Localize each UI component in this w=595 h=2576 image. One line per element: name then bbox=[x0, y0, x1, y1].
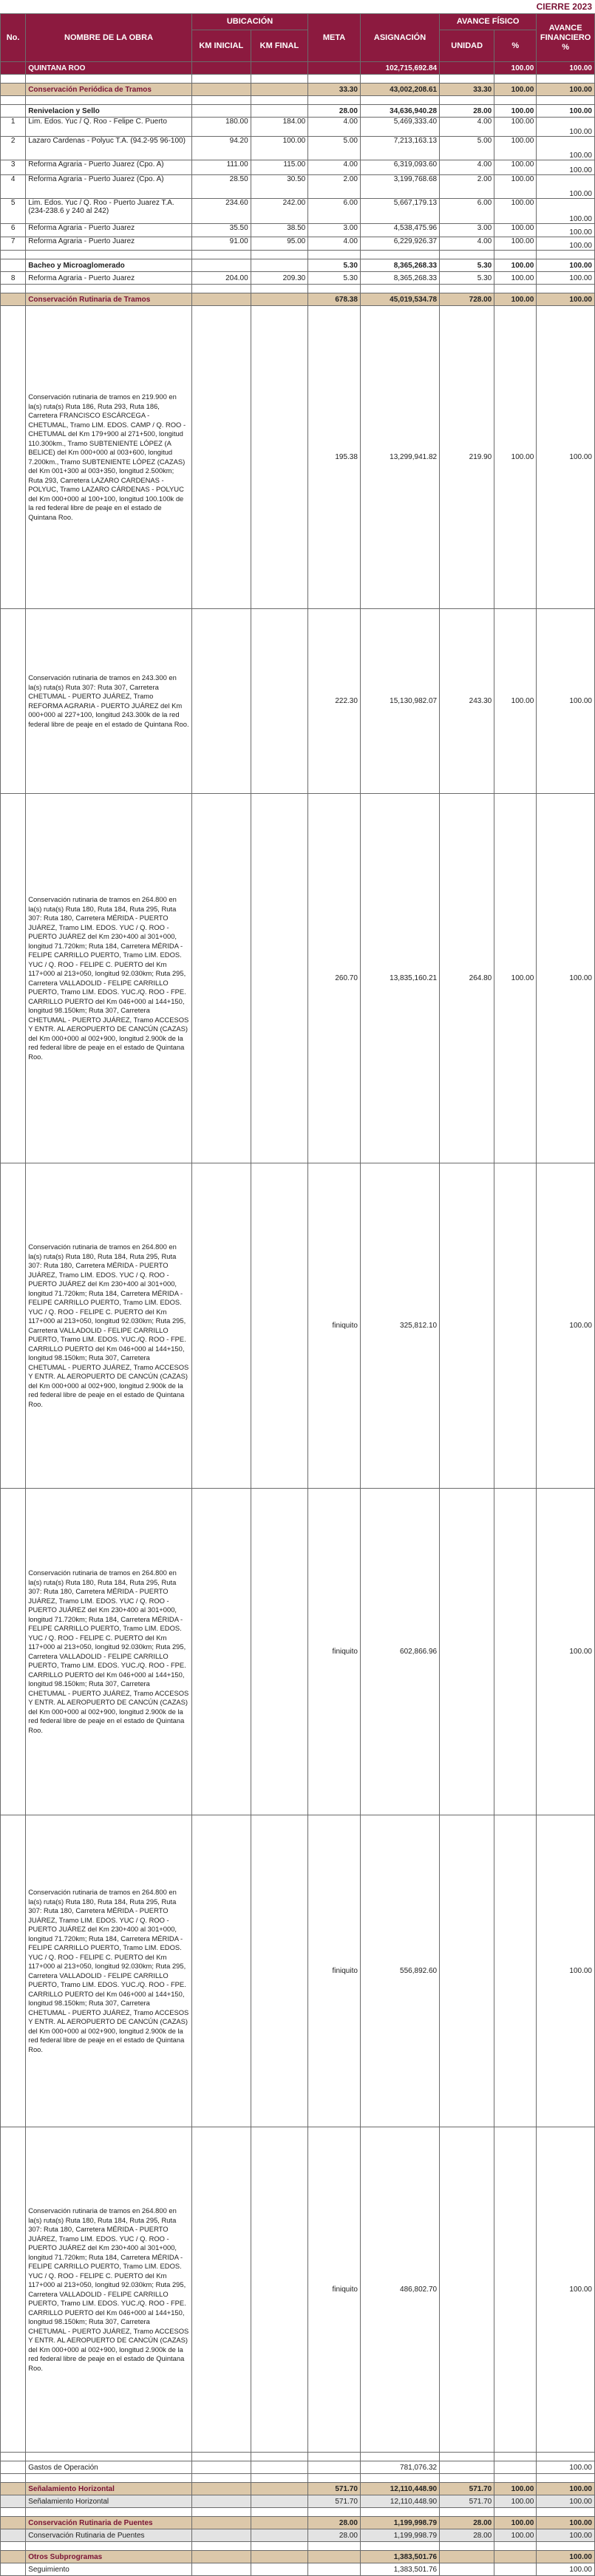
row-unidad: 4.00 bbox=[440, 160, 494, 175]
table-row bbox=[1, 137, 595, 160]
section-otros bbox=[1, 2551, 595, 2563]
row-unidad: 6.00 bbox=[440, 199, 494, 224]
row-fin: 100.00 bbox=[537, 609, 595, 794]
row-pct bbox=[494, 1815, 537, 2127]
obras-table bbox=[0, 13, 595, 2576]
row-fin: 100.00 bbox=[537, 199, 595, 224]
row-km-final: 100.00 bbox=[251, 137, 308, 160]
col-km-inicial: KM INICIAL bbox=[191, 30, 251, 62]
row-fin: 100.00 bbox=[537, 237, 595, 251]
row-description: Conservación rutinaria de tramos en 264.800 en la(s) ruta(s) Ruta 180, Ruta 184, Ruta 295, Ruta 307: Ruta 180, Carretera MÉRIDA - PUERTO JUÁREZ, Tramo LIM. EDOS. YUC / Q. ROO - PUERTO JUÁREZ del Km 230+400 al 301+000, longitud 71.720km; Ruta 184, Carretera MÉRIDA - FELIPE CARRILLO PUERTO, Tramo LIM. EDOS. YUC / Q. ROO - FELIPE C. PUERTO del Km 117+000 al 213+050, longitud 92.030km; Ruta 295, Carretera VALLADOLID - FELIPE CARRILLO PUERTO, Tramo LIM. EDOS. YUC./Q. ROO - FPE. CARRILLO PUERTO del Km 046+000 al 144+150, longitud 98.150km; Ruta 307, Carretera CHETUMAL - PUERTO JUÁREZ, Tramo ACCESOS Y ENTR. AL AEROPUERTO DE CANCÚN (CAZAS) del Km 000+000 al 002+900, longitud 2.900k de la red federal libre de peaje en el estado de Quintana Roo. bbox=[26, 1815, 192, 2127]
col-avance-financiero: AVANCE FINANCIERO % bbox=[537, 14, 595, 62]
row-name: Reforma Agraria - Puerto Juarez (Cpo. A) bbox=[26, 175, 192, 199]
row-unidad: 4.00 bbox=[440, 237, 494, 251]
row-meta: 6.00 bbox=[308, 199, 361, 224]
row-unidad: 3.00 bbox=[440, 224, 494, 237]
subsection-renivelacion bbox=[1, 105, 595, 118]
section-pct: 100.00 bbox=[494, 293, 537, 306]
row-name: Seguimiento bbox=[26, 2563, 192, 2576]
row-km-inicial: 35.50 bbox=[191, 224, 251, 237]
row-meta: 5.30 bbox=[308, 272, 361, 285]
row-fin: 100.00 bbox=[537, 2529, 595, 2542]
section-asignacion: 1,199,998.79 bbox=[360, 2517, 439, 2529]
row-no: 6 bbox=[1, 224, 26, 237]
row-no: 8 bbox=[1, 272, 26, 285]
col-km-final: KM FINAL bbox=[251, 30, 308, 62]
row-name: Lazaro Cardenas - Polyuc T.A. (94.2-95 96-100) bbox=[26, 137, 192, 160]
subsection-pct: 100.00 bbox=[494, 259, 537, 272]
row-name: Lim. Edos. Yuc / Q. Roo - Puerto Juarez T.A. (234-238.6 y 240 al 242) bbox=[26, 199, 192, 224]
section-pct: 100.00 bbox=[494, 2517, 537, 2529]
row-asignacion: 13,299,941.82 bbox=[360, 306, 439, 609]
row-no: 2 bbox=[1, 137, 26, 160]
row-asignacion: 5,469,333.40 bbox=[360, 118, 439, 137]
row-pct bbox=[494, 1163, 537, 1489]
row-km-final: 242.00 bbox=[251, 199, 308, 224]
row-pct: 100.00 bbox=[494, 2495, 537, 2508]
report-year-label: CIERRE 2023 bbox=[536, 1, 592, 12]
row-km-inicial bbox=[191, 1489, 251, 1815]
row-km-final bbox=[251, 609, 308, 794]
section-fin: 100.00 bbox=[537, 2551, 595, 2563]
row-km-inicial bbox=[191, 1163, 251, 1489]
section-name: Conservación Periódica de Tramos bbox=[26, 84, 192, 96]
row-description: Conservación rutinaria de tramos en 264.800 en la(s) ruta(s) Ruta 180, Ruta 184, Ruta 295, Ruta 307: Ruta 180, Carretera MÉRIDA - PUERTO JUÁREZ, Tramo LIM. EDOS. YUC / Q. ROO - PUERTO JUÁREZ del Km 230+400 al 301+000, longitud 71.720km; Ruta 184, Carretera MÉRIDA - FELIPE CARRILLO PUERTO, Tramo LIM. EDOS. YUC / Q. ROO - FELIPE C. PUERTO del Km 117+000 al 213+050, longitud 92.030km; Ruta 295, Carretera VALLADOLID - FELIPE CARRILLO PUERTO, Tramo LIM. EDOS. YUC./Q. ROO - FPE. CARRILLO PUERTO del Km 046+000 al 144+150, longitud 98.150km; Ruta 307, Carretera CHETUMAL - PUERTO JUÁREZ, Tramo ACCESOS Y ENTR. AL AEROPUERTO DE CANCÚN (CAZAS) del Km 000+000 al 002+900, longitud 2.900k de la red federal libre de peaje en el estado de Quintana Roo. bbox=[26, 794, 192, 1163]
row-description: Conservación rutinaria de tramos en 219.900 en la(s) ruta(s) Ruta 186, Ruta 293, Ruta 186, Carretera FRANCISCO ESCÁRCEGA - CHETUMAL, Tramo LIM. EDOS. CAMP / Q. ROO - CHETUMAL del Km 179+900 al 271+500, longitud 110.300km., Tramo SUBTENIENTE LÓPEZ (A BELICE) del Km 000+000 al 003+600, longitud 7.200km., Tramo SUBTENIENTE LÓPEZ (CAZAS) del Km 001+300 al 003+350, longitud 2.500km; Ruta 293, Carretera LAZARO CARDENAS - POLYUC, Tramo LAZARO CÁRDENAS - POLYUC del Km 000+000 al 100+100, longitud 100.100k de la red federal libre de peaje en el estado de Quintana Roo. bbox=[26, 306, 192, 609]
section-asignacion: 1,383,501.76 bbox=[360, 2551, 439, 2563]
row-meta: 5.00 bbox=[308, 137, 361, 160]
subsection-bacheo bbox=[1, 259, 595, 272]
row-asignacion: 1,383,501.76 bbox=[360, 2563, 439, 2576]
section-conservacion-rutinaria bbox=[1, 293, 595, 306]
col-obra: NOMBRE DE LA OBRA bbox=[26, 14, 192, 62]
row-pct: 100.00 bbox=[494, 137, 537, 160]
row-meta: finiquito bbox=[308, 1815, 361, 2127]
section-asignacion: 45,019,534.78 bbox=[360, 293, 439, 306]
row-asignacion: 6,319,093.60 bbox=[360, 160, 439, 175]
row-meta: finiquito bbox=[308, 1489, 361, 1815]
table-row bbox=[1, 237, 595, 251]
section-unidad: 33.30 bbox=[440, 84, 494, 96]
col-avance-fisico: AVANCE FÍSICO bbox=[440, 14, 537, 30]
row-name: Conservación Rutinaria de Puentes bbox=[26, 2529, 192, 2542]
row-meta: finiquito bbox=[308, 2127, 361, 2453]
row-unidad: 219.90 bbox=[440, 306, 494, 609]
row-fin: 100.00 bbox=[537, 794, 595, 1163]
row-no: 7 bbox=[1, 237, 26, 251]
row-pct: 100.00 bbox=[494, 118, 537, 137]
row-fin: 100.00 bbox=[537, 1163, 595, 1489]
section-pct: 100.00 bbox=[494, 84, 537, 96]
row-pct: 100.00 bbox=[494, 224, 537, 237]
row-fin: 100.00 bbox=[537, 2127, 595, 2453]
row-km-inicial bbox=[191, 306, 251, 609]
table-row bbox=[1, 175, 595, 199]
row-asignacion: 556,892.60 bbox=[360, 1815, 439, 2127]
section-pct: 100.00 bbox=[494, 2483, 537, 2495]
subsection-name: Renivelacion y Sello bbox=[26, 105, 192, 118]
row-asignacion: 5,667,179.13 bbox=[360, 199, 439, 224]
row-pct: 100.00 bbox=[494, 272, 537, 285]
row-unidad: 5.30 bbox=[440, 272, 494, 285]
row-meta: 28.00 bbox=[308, 2529, 361, 2542]
row-km-inicial: 91.00 bbox=[191, 237, 251, 251]
row-unidad bbox=[440, 1489, 494, 1815]
row-no: 5 bbox=[1, 199, 26, 224]
row-description: Conservación rutinaria de tramos en 264.800 en la(s) ruta(s) Ruta 180, Ruta 184, Ruta 295, Ruta 307: Ruta 180, Carretera MÉRIDA - PUERTO JUÁREZ, Tramo LIM. EDOS. YUC / Q. ROO - PUERTO JUÁREZ del Km 230+400 al 301+000, longitud 71.720km; Ruta 184, Carretera MÉRIDA - FELIPE CARRILLO PUERTO, Tramo LIM. EDOS. YUC / Q. ROO - FELIPE C. PUERTO del Km 117+000 al 213+050, longitud 92.030km; Ruta 295, Carretera VALLADOLID - FELIPE CARRILLO PUERTO, Tramo LIM. EDOS. YUC./Q. ROO - FPE. CARRILLO PUERTO del Km 046+000 al 144+150, longitud 98.150km; Ruta 307, Carretera CHETUMAL - PUERTO JUÁREZ, Tramo ACCESOS Y ENTR. AL AEROPUERTO DE CANCÚN (CAZAS) del Km 000+000 al 002+900, longitud 2.900k de la red federal libre de peaje en el estado de Quintana Roo. bbox=[26, 1489, 192, 1815]
table-row bbox=[1, 2563, 595, 2576]
section-name: Otros Subprogramas bbox=[26, 2551, 192, 2563]
table-row bbox=[1, 1489, 595, 1815]
section-name: Conservación Rutinaria de Puentes bbox=[26, 2517, 192, 2529]
state-row bbox=[1, 62, 595, 75]
row-asignacion: 8,365,268.33 bbox=[360, 272, 439, 285]
section-fin: 100.00 bbox=[537, 84, 595, 96]
row-name: Reforma Agraria - Puerto Juarez bbox=[26, 237, 192, 251]
row-fin: 100.00 bbox=[537, 1815, 595, 2127]
row-fin: 100.00 bbox=[537, 118, 595, 137]
row-km-inicial: 94.20 bbox=[191, 137, 251, 160]
row-km-final: 115.00 bbox=[251, 160, 308, 175]
row-km-final: 30.50 bbox=[251, 175, 308, 199]
row-meta: 3.00 bbox=[308, 224, 361, 237]
state-name: QUINTANA ROO bbox=[26, 62, 192, 75]
section-fin: 100.00 bbox=[537, 2517, 595, 2529]
col-pct: % bbox=[494, 30, 537, 62]
row-km-inicial: 111.00 bbox=[191, 160, 251, 175]
table-row bbox=[1, 609, 595, 794]
subsection-name: Bacheo y Microaglomerado bbox=[26, 259, 192, 272]
row-fin: 100.00 bbox=[537, 175, 595, 199]
row-asignacion: 15,130,982.07 bbox=[360, 609, 439, 794]
row-km-inicial: 180.00 bbox=[191, 118, 251, 137]
col-unidad: UNIDAD bbox=[440, 30, 494, 62]
row-km-final: 38.50 bbox=[251, 224, 308, 237]
row-description: Conservación rutinaria de tramos en 243.300 en la(s) ruta(s) Ruta 307: Ruta 307, Carretera CHETUMAL - PUERTO JUÁREZ, Tramo REFORMA AGRARIA - PUERTO JUÁREZ del Km 000+000 al 227+100, longitud 243.300k de la red federal libre de peaje en el estado de Quintana Roo. bbox=[26, 609, 192, 794]
row-pct: 100.00 bbox=[494, 237, 537, 251]
row-km-inicial bbox=[191, 1815, 251, 2127]
row-km-inicial bbox=[191, 794, 251, 1163]
row-unidad: 243.30 bbox=[440, 609, 494, 794]
row-asignacion: 1,199,998.79 bbox=[360, 2529, 439, 2542]
gastos-name: Gastos de Operación bbox=[26, 2461, 192, 2474]
section-asignacion: 43,002,208.61 bbox=[360, 84, 439, 96]
row-pct: 100.00 bbox=[494, 2529, 537, 2542]
subsection-fin: 100.00 bbox=[537, 259, 595, 272]
row-meta: finiquito bbox=[308, 1163, 361, 1489]
row-km-final bbox=[251, 1815, 308, 2127]
section-name: Conservación Rutinaria de Tramos bbox=[26, 293, 192, 306]
row-name: Lim. Edos. Yuc / Q. Roo - Felipe C. Puerto bbox=[26, 118, 192, 137]
section-meta: 571.70 bbox=[308, 2483, 361, 2495]
section-meta: 678.38 bbox=[308, 293, 361, 306]
row-no bbox=[1, 1489, 26, 1815]
row-km-final: 95.00 bbox=[251, 237, 308, 251]
row-fin: 100.00 bbox=[537, 306, 595, 609]
col-meta: META bbox=[308, 14, 361, 62]
row-meta: 4.00 bbox=[308, 118, 361, 137]
section-fin: 100.00 bbox=[537, 293, 595, 306]
row-km-final: 209.30 bbox=[251, 272, 308, 285]
row-fin: 100.00 bbox=[537, 160, 595, 175]
table-row bbox=[1, 1815, 595, 2127]
row-pct: 100.00 bbox=[494, 199, 537, 224]
section-fin: 100.00 bbox=[537, 2483, 595, 2495]
row-pct bbox=[494, 2127, 537, 2453]
rutinaria-rows bbox=[1, 306, 595, 2453]
row-no bbox=[1, 609, 26, 794]
row-asignacion: 7,213,163.13 bbox=[360, 137, 439, 160]
table-row bbox=[1, 2529, 595, 2542]
subsection-fin: 100.00 bbox=[537, 105, 595, 118]
row-meta: 222.30 bbox=[308, 609, 361, 794]
subsection-unidad: 5.30 bbox=[440, 259, 494, 272]
col-asignacion: ASIGNACIÓN bbox=[360, 14, 439, 62]
row-asignacion: 12,110,448.90 bbox=[360, 2495, 439, 2508]
row-unidad: 28.00 bbox=[440, 2529, 494, 2542]
row-fin: 100.00 bbox=[537, 137, 595, 160]
row-pct: 100.00 bbox=[494, 609, 537, 794]
row-km-inicial: 28.50 bbox=[191, 175, 251, 199]
row-meta: 195.38 bbox=[308, 306, 361, 609]
row-pct: 100.00 bbox=[494, 794, 537, 1163]
row-unidad bbox=[440, 2127, 494, 2453]
renivelacion-rows bbox=[1, 118, 595, 251]
section-puentes bbox=[1, 2517, 595, 2529]
row-no: 4 bbox=[1, 175, 26, 199]
state-fin: 100.00 bbox=[537, 62, 595, 75]
row-meta: 4.00 bbox=[308, 160, 361, 175]
row-km-final: 184.00 bbox=[251, 118, 308, 137]
section-asignacion: 12,110,448.90 bbox=[360, 2483, 439, 2495]
row-name: Señalamiento Horizontal bbox=[26, 2495, 192, 2508]
gastos-asignacion: 781,076.32 bbox=[360, 2461, 439, 2474]
row-meta: 571.70 bbox=[308, 2495, 361, 2508]
table-row bbox=[1, 1163, 595, 1489]
gastos-row bbox=[1, 2461, 595, 2474]
row-fin: 100.00 bbox=[537, 2495, 595, 2508]
row-km-final bbox=[251, 1489, 308, 1815]
table-row bbox=[1, 2495, 595, 2508]
section-meta: 33.30 bbox=[308, 84, 361, 96]
row-asignacion: 3,199,768.68 bbox=[360, 175, 439, 199]
row-km-final bbox=[251, 2127, 308, 2453]
row-km-final bbox=[251, 306, 308, 609]
col-no: No. bbox=[1, 14, 26, 62]
row-pct: 100.00 bbox=[494, 160, 537, 175]
table-row bbox=[1, 2127, 595, 2453]
row-unidad bbox=[440, 1815, 494, 2127]
section-unidad: 28.00 bbox=[440, 2517, 494, 2529]
row-no bbox=[1, 1815, 26, 2127]
row-fin: 100.00 bbox=[537, 2563, 595, 2576]
section-meta: 28.00 bbox=[308, 2517, 361, 2529]
row-description: Conservación rutinaria de tramos en 264.800 en la(s) ruta(s) Ruta 180, Ruta 184, Ruta 295, Ruta 307: Ruta 180, Carretera MÉRIDA - PUERTO JUÁREZ, Tramo LIM. EDOS. YUC / Q. ROO - PUERTO JUÁREZ del Km 230+400 al 301+000, longitud 71.720km; Ruta 184, Carretera MÉRIDA - FELIPE CARRILLO PUERTO, Tramo LIM. EDOS. YUC / Q. ROO - FELIPE C. PUERTO del Km 117+000 al 213+050, longitud 92.030km; Ruta 295, Carretera VALLADOLID - FELIPE CARRILLO PUERTO, Tramo LIM. EDOS. YUC./Q. ROO - FPE. CARRILLO PUERTO del Km 046+000 al 144+150, longitud 98.150km; Ruta 307, Carretera CHETUMAL - PUERTO JUÁREZ, Tramo ACCESOS Y ENTR. AL AEROPUERTO DE CANCÚN (CAZAS) del Km 000+000 al 002+900, longitud 2.900k de la red federal libre de peaje en el estado de Quintana Roo. bbox=[26, 2127, 192, 2453]
row-meta: 4.00 bbox=[308, 237, 361, 251]
row-km-final bbox=[251, 794, 308, 1163]
row-km-inicial bbox=[191, 609, 251, 794]
row-km-inicial: 204.00 bbox=[191, 272, 251, 285]
row-km-final bbox=[251, 1163, 308, 1489]
row-fin: 100.00 bbox=[537, 1489, 595, 1815]
row-asignacion: 13,835,160.21 bbox=[360, 794, 439, 1163]
row-description: Conservación rutinaria de tramos en 264.800 en la(s) ruta(s) Ruta 180, Ruta 184, Ruta 295, Ruta 307: Ruta 180, Carretera MÉRIDA - PUERTO JUÁREZ, Tramo LIM. EDOS. YUC / Q. ROO - PUERTO JUÁREZ del Km 230+400 al 301+000, longitud 71.720km; Ruta 184, Carretera MÉRIDA - FELIPE CARRILLO PUERTO, Tramo LIM. EDOS. YUC / Q. ROO - FELIPE C. PUERTO del Km 117+000 al 213+050, longitud 92.030km; Ruta 295, Carretera VALLADOLID - FELIPE CARRILLO PUERTO, Tramo LIM. EDOS. YUC./Q. ROO - FPE. CARRILLO PUERTO del Km 046+000 al 144+150, longitud 98.150km; Ruta 307, Carretera CHETUMAL - PUERTO JUÁREZ, Tramo ACCESOS Y ENTR. AL AEROPUERTO DE CANCÚN (CAZAS) del Km 000+000 al 002+900, longitud 2.900k de la red federal libre de peaje en el estado de Quintana Roo. bbox=[26, 1163, 192, 1489]
row-pct: 100.00 bbox=[494, 175, 537, 199]
section-conservacion-periodica bbox=[1, 84, 595, 96]
table-row bbox=[1, 224, 595, 237]
row-meta: 260.70 bbox=[308, 794, 361, 1163]
row-unidad: 264.80 bbox=[440, 794, 494, 1163]
row-asignacion: 325,812.10 bbox=[360, 1163, 439, 1489]
subsection-asignacion: 8,365,268.33 bbox=[360, 259, 439, 272]
subsection-pct: 100.00 bbox=[494, 105, 537, 118]
state-pct: 100.00 bbox=[494, 62, 537, 75]
row-unidad: 4.00 bbox=[440, 118, 494, 137]
row-asignacion: 486,802.70 bbox=[360, 2127, 439, 2453]
state-asignacion: 102,715,692.84 bbox=[360, 62, 439, 75]
row-meta: 2.00 bbox=[308, 175, 361, 199]
row-unidad: 5.00 bbox=[440, 137, 494, 160]
table-row bbox=[1, 794, 595, 1163]
subsection-unidad: 28.00 bbox=[440, 105, 494, 118]
row-unidad bbox=[440, 1163, 494, 1489]
row-no: 3 bbox=[1, 160, 26, 175]
subsection-meta: 5.30 bbox=[308, 259, 361, 272]
row-unidad: 2.00 bbox=[440, 175, 494, 199]
row-asignacion: 6,229,926.37 bbox=[360, 237, 439, 251]
section-senalamiento bbox=[1, 2483, 595, 2495]
row-fin: 100.00 bbox=[537, 224, 595, 237]
row-fin: 100.00 bbox=[537, 272, 595, 285]
table-row bbox=[1, 160, 595, 175]
row-km-inicial bbox=[191, 2127, 251, 2453]
section-unidad: 728.00 bbox=[440, 293, 494, 306]
row-name: Reforma Agraria - Puerto Juarez bbox=[26, 272, 192, 285]
row-unidad: 571.70 bbox=[440, 2495, 494, 2508]
table-row bbox=[1, 118, 595, 137]
table-row bbox=[1, 306, 595, 609]
row-no bbox=[1, 2127, 26, 2453]
row-asignacion: 4,538,475.96 bbox=[360, 224, 439, 237]
table-row bbox=[1, 199, 595, 224]
section-name: Señalamiento Horizontal bbox=[26, 2483, 192, 2495]
section-unidad: 571.70 bbox=[440, 2483, 494, 2495]
table-header bbox=[1, 14, 595, 62]
row-km-inicial: 234.60 bbox=[191, 199, 251, 224]
gastos-fin: 100.00 bbox=[537, 2461, 595, 2474]
row-name: Reforma Agraria - Puerto Juarez (Cpo. A) bbox=[26, 160, 192, 175]
subsection-meta: 28.00 bbox=[308, 105, 361, 118]
row-name: Reforma Agraria - Puerto Juarez bbox=[26, 224, 192, 237]
row-pct bbox=[494, 1489, 537, 1815]
row-no bbox=[1, 1163, 26, 1489]
subsection-asignacion: 34,636,940.28 bbox=[360, 105, 439, 118]
row-no bbox=[1, 306, 26, 609]
row-pct: 100.00 bbox=[494, 306, 537, 609]
row-no: 1 bbox=[1, 118, 26, 137]
table-row bbox=[1, 272, 595, 285]
row-no bbox=[1, 794, 26, 1163]
row-asignacion: 602,866.96 bbox=[360, 1489, 439, 1815]
col-ubicacion: UBICACIÓN bbox=[191, 14, 307, 30]
